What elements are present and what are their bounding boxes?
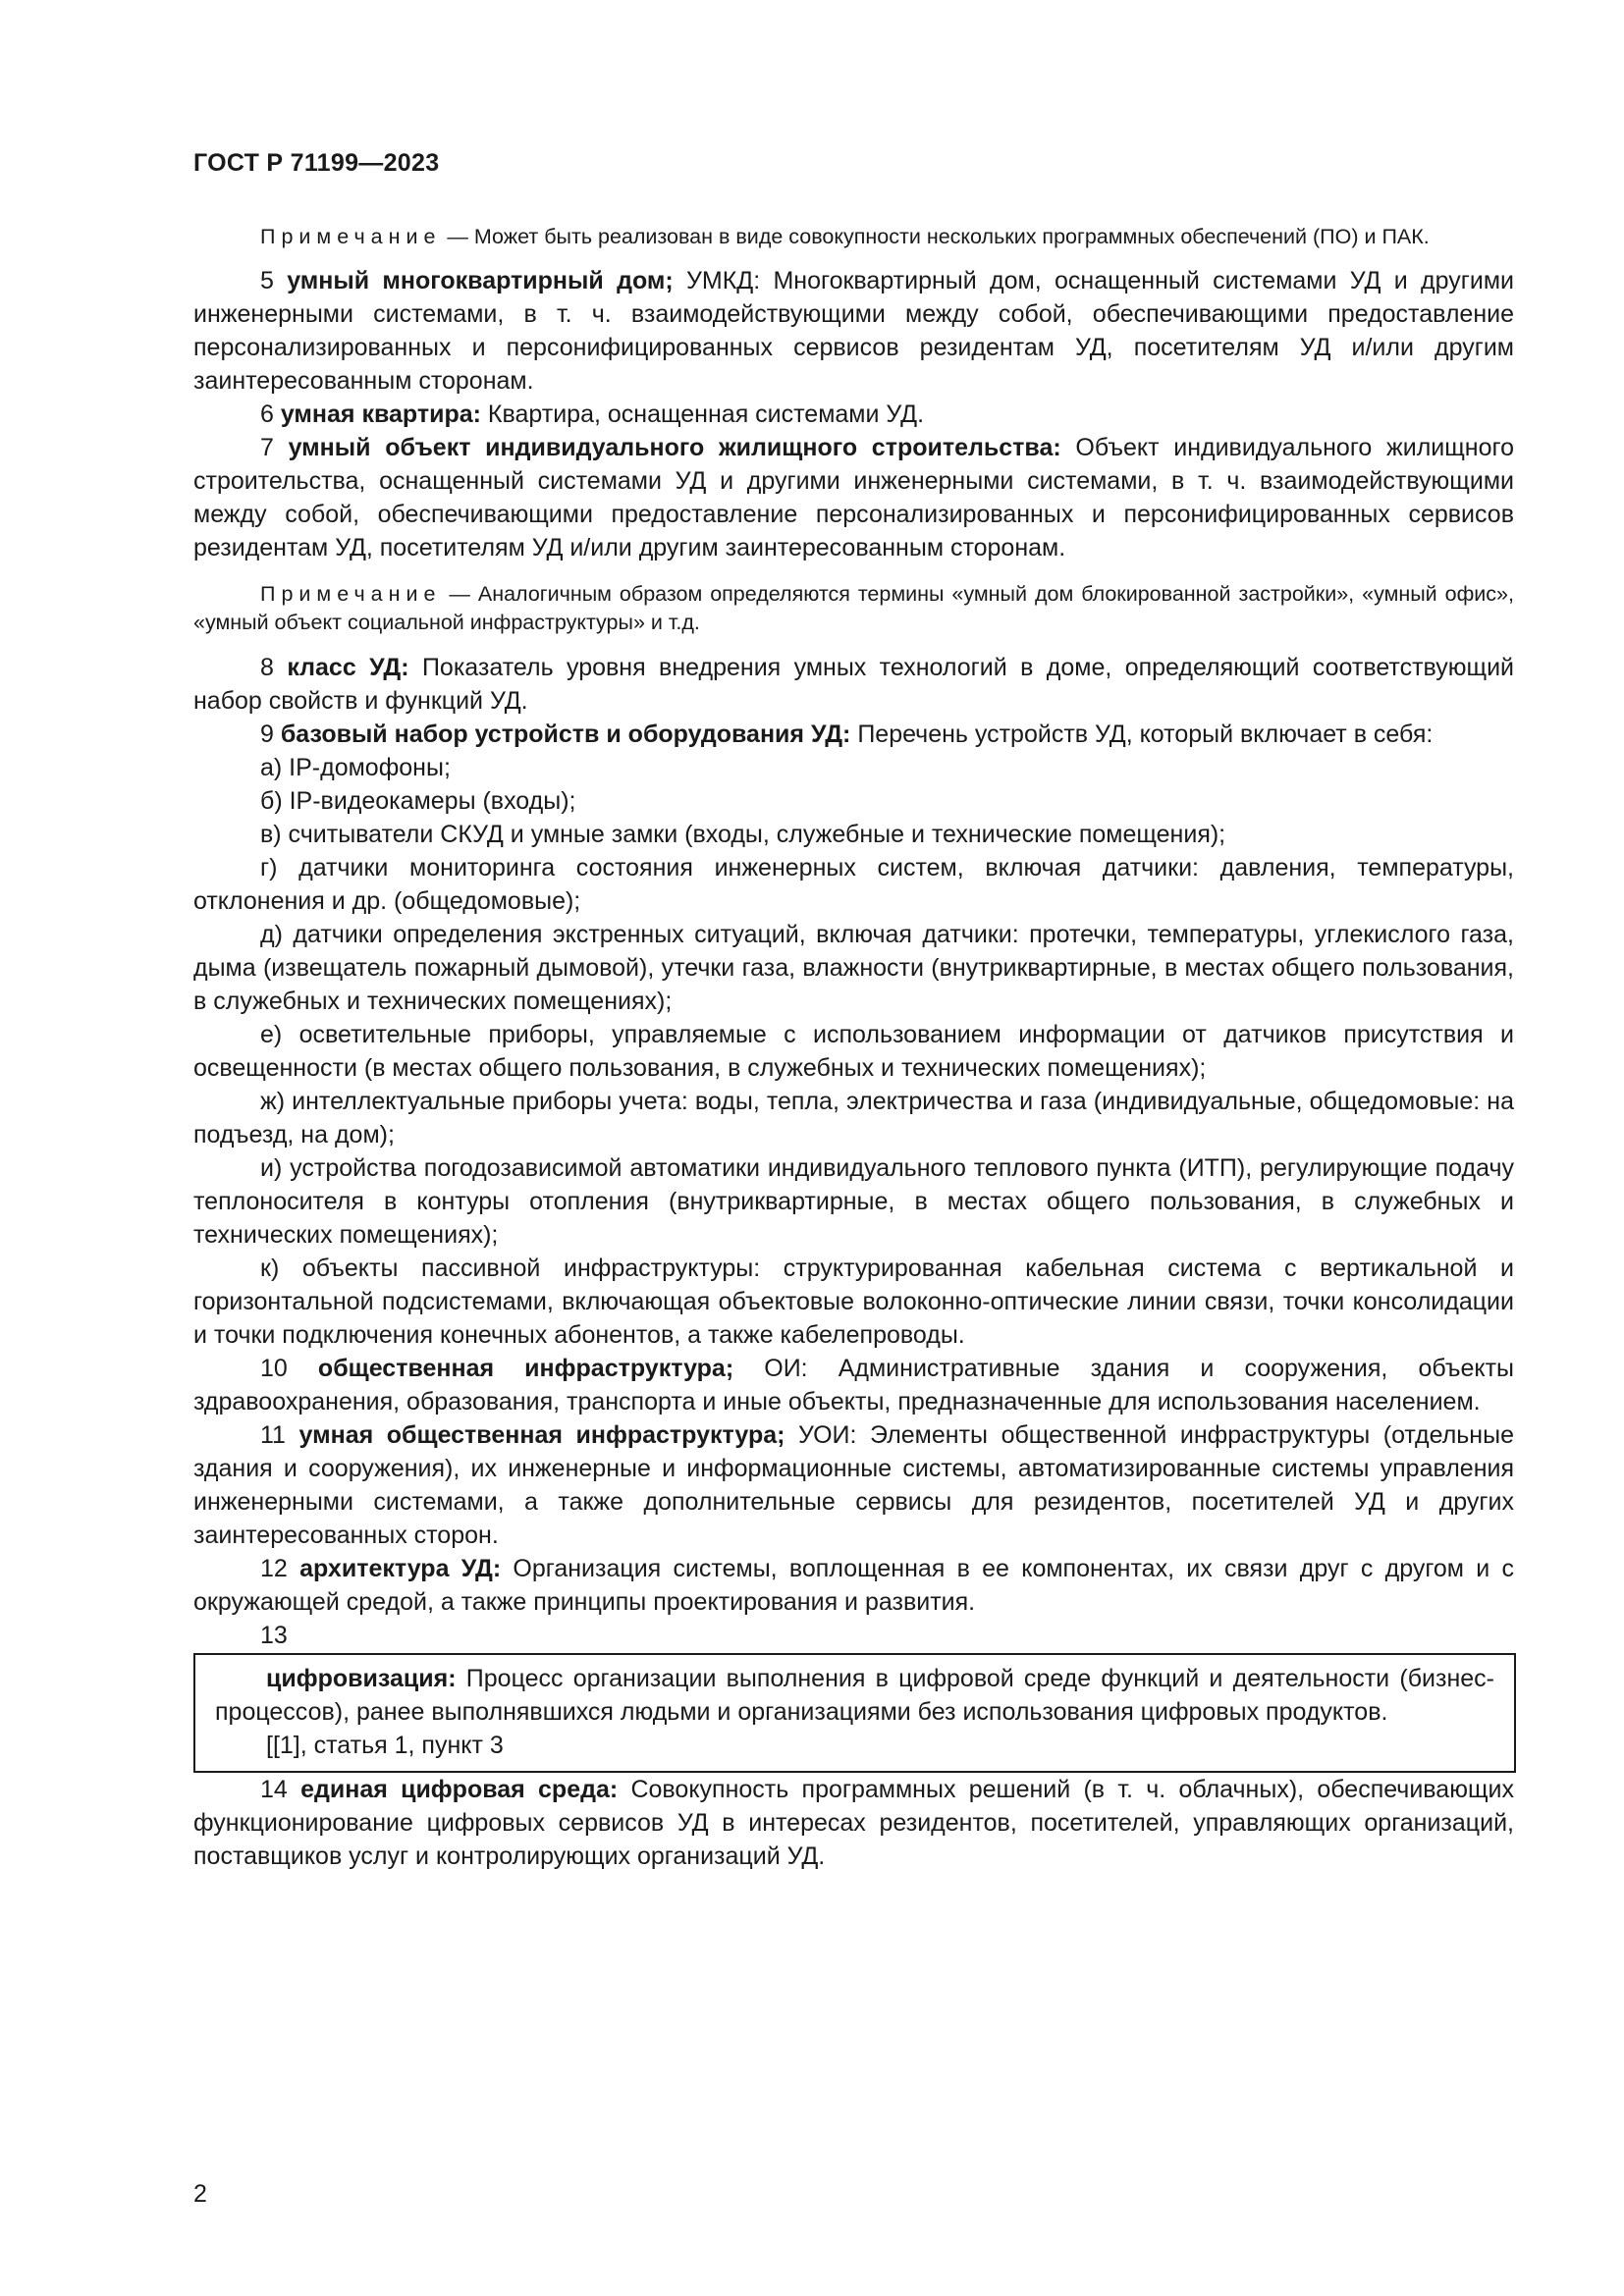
list-item: е) осветительные приборы, управляемые с использованием информации от датчиков присутствия и освещенности (в местах общего пользования, в служебных и технических помещениях); bbox=[193, 1021, 1514, 1082]
term-title: единая цифровая среда: bbox=[300, 1776, 619, 1803]
list-item: а) IP-домофоны; bbox=[260, 754, 451, 781]
list-item: б) IP-видеокамеры (входы); bbox=[260, 787, 576, 815]
term-number: 7 bbox=[260, 434, 289, 461]
term-title: класс УД: bbox=[287, 654, 409, 681]
list-item: ж) интеллектуальные приборы учета: воды, тепла, электричества и газа (индивидуальные, общедомовые: на подъезд, на дом); bbox=[193, 1088, 1514, 1148]
term-number: 9 bbox=[260, 721, 281, 748]
term-title: умный объект индивидуального жилищного строительства: bbox=[288, 434, 1061, 461]
note-text: — Аналогичным образом определяются термины «умный дом блокированной застройки», «умный офис», «умный объект социальной инфраструктуры» и т.д. bbox=[193, 582, 1514, 634]
term-definition-10 bbox=[193, 1352, 1514, 1418]
term-title: цифровизация: bbox=[266, 1665, 457, 1692]
term-number-13: 13 bbox=[260, 1622, 288, 1649]
term-definition-5 bbox=[193, 264, 1514, 398]
list-item: в) считыватели СКУД и умные замки (входы, служебные и технические помещения); bbox=[260, 821, 1226, 848]
term-text: Показатель уровня внедрения умных технологий в доме, определяющий соответствующий набор свойств и функций УД. bbox=[193, 654, 1514, 715]
term-number: 14 bbox=[260, 1776, 301, 1803]
term-definition-6 bbox=[193, 398, 1514, 431]
list-item: и) устройства погодозависимой автоматики индивидуального теплового пункта (ИТП), регулирующие подачу теплоносителя в контуры отопления (внутриквартирные, в местах общего пользования, в служебных и технических помещениях); bbox=[193, 1154, 1514, 1249]
term-definition-12 bbox=[193, 1552, 1514, 1619]
term-title: умная квартира: bbox=[280, 400, 481, 428]
term-number: 8 bbox=[260, 654, 288, 681]
document-header: ГОСТ Р 71199—2023 bbox=[193, 149, 440, 177]
term-text: Организация системы, воплощенная в ее компонентах, их связи друг с другом и с окружающей средой, а также принципы проектирования и развития. bbox=[193, 1555, 1514, 1616]
term-number: 5 bbox=[260, 267, 288, 294]
term-title: умный многоквартирный дом; bbox=[287, 267, 674, 294]
page-number: 2 bbox=[193, 2180, 207, 2208]
term-text: Процесс организации выполнения в цифровой среде функций и деятельности (бизнес-процессов), ранее выполнявшихся людьми и организациями без использования цифровых продуктов. bbox=[215, 1665, 1494, 1726]
note-label: Примечание bbox=[260, 582, 442, 606]
term-title: умная общественная инфраструктура; bbox=[298, 1421, 785, 1449]
term-text: Объект индивидуального жилищного строительства, оснащенный системами УД и другими инженерными системами, в т. ч. взаимодействующими между собой, обеспечивающими предоставление персонализированных и персонифицированных сервисов резидентам УД, посетителям УД и/или другим заинтересованным сторонам. bbox=[193, 434, 1514, 561]
term-number: 11 bbox=[260, 1421, 299, 1449]
term-title: архитектура УД: bbox=[299, 1555, 502, 1582]
list-item: д) датчики определения экстренных ситуаций, включая датчики: протечки, температуры, углекислого газа, дыма (извещатель пожарный дымовой), утечки газа, влажности (внутриквартирные, в местах общего пользования, в служебных и технических помещениях); bbox=[193, 921, 1514, 1015]
note-paragraph bbox=[193, 580, 1514, 637]
document-body bbox=[193, 223, 1514, 1873]
term-title: базовый набор устройств и оборудования УД: bbox=[280, 721, 851, 748]
quoted-definition-box bbox=[193, 1653, 1516, 1773]
term-text: УМКД: Многоквартирный дом, оснащенный системами УД и другими инженерными системами, в т. ч. взаимодействующими между собой, обеспечивающими предоставление персонализированных и персонифицированных сервисов резидентам УД, посетителям УД и/или другим заинтересованным сторонам. bbox=[193, 267, 1514, 395]
term-text: Квартира, оснащенная системами УД. bbox=[480, 400, 925, 428]
term-number: 6 bbox=[260, 400, 281, 428]
list-item: г) датчики мониторинга состояния инженерных систем, включая датчики: давления, температуры, отклонения и др. (общедомовые); bbox=[193, 854, 1514, 915]
term-title: общественная инфраструктура; bbox=[317, 1355, 734, 1382]
term-text: Перечень устройств УД, который включает в себя: bbox=[850, 721, 1434, 748]
term-definition-7 bbox=[193, 431, 1514, 564]
term-definition-8 bbox=[193, 651, 1514, 718]
term-text: ОИ: Административные здания и сооружения, объекты здравоохранения, образования, транспорта и иные объекты, предназначенные для использования населением. bbox=[193, 1355, 1514, 1415]
note-label: Примечание bbox=[260, 225, 442, 248]
term-number: 12 bbox=[260, 1555, 300, 1582]
note-text: — Может быть реализован в виде совокупности нескольких программных обеспечений (ПО) и ПАК. bbox=[441, 225, 1430, 248]
term-definition-9 bbox=[193, 718, 1514, 751]
source-reference: [[1], статья 1, пункт 3 bbox=[266, 1732, 504, 1759]
term-text: Совокупность программных решений (в т. ч. облачных), обеспечивающих функционирование цифровых сервисов УД в интересах резидентов, посетителей, управляющих организаций, поставщиков услуг и контролирующих организаций УД. bbox=[193, 1776, 1514, 1870]
term-text: УОИ: Элементы общественной инфраструктуры (отдельные здания и сооружения), их инженерные и информационные системы, автоматизированные системы управления инженерными системами, а также дополнительные сервисы для резидентов, посетителей УД и других заинтересованных сторон. bbox=[193, 1421, 1514, 1549]
term-definition-11 bbox=[193, 1418, 1514, 1552]
note-paragraph bbox=[193, 223, 1514, 251]
term-number: 10 bbox=[260, 1355, 318, 1382]
term-definition-13 bbox=[215, 1662, 1494, 1729]
list-item: к) объекты пассивной инфраструктуры: структурированная кабельная система с вертикальной и горизонтальной подсистемами, включающая объектовые волоконно-оптические линии связи, точки консолидации и точки подключения конечных абонентов, а также кабелепроводы. bbox=[193, 1255, 1514, 1349]
term-definition-14 bbox=[193, 1773, 1514, 1873]
